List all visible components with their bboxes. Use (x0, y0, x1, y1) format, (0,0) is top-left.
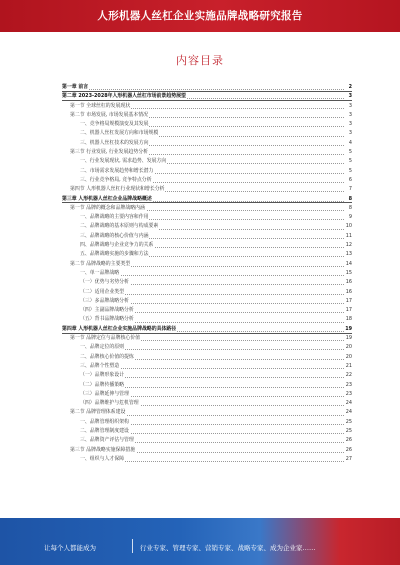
toc-entry-page: 5 (344, 148, 352, 157)
toc-entry-page: 24 (344, 408, 352, 417)
toc-entry-label: 第一章 前言 (62, 83, 89, 92)
toc-entry[interactable] (62, 120, 352, 129)
toc-entry-page: 14 (344, 260, 352, 269)
toc-entry[interactable] (62, 446, 352, 455)
toc-entry[interactable] (62, 185, 352, 194)
toc-entry-label: 第一节 品牌定位与品牌核心价值 (70, 334, 141, 343)
toc-entry-label: （一）品牌形象设计 (80, 371, 125, 380)
toc-entry-label: 一、行业发展现状, 需求趋势、发展方向 (80, 157, 167, 166)
toc-entry[interactable] (62, 325, 352, 334)
toc-entry-label: 二、品牌战略的基本原则与构成要素 (80, 222, 159, 231)
toc-entry[interactable] (62, 139, 352, 148)
toc-entry[interactable] (62, 362, 352, 371)
toc-entry[interactable] (62, 334, 352, 343)
toc-entry[interactable] (62, 129, 352, 138)
toc-entry-label: （五）背书品牌战略分析 (80, 315, 135, 324)
toc-entry[interactable] (62, 343, 352, 352)
toc-entry[interactable] (62, 455, 352, 464)
toc-entry[interactable] (62, 399, 352, 408)
toc-entry-label: 二、机器人丝杠发展方向和市场规模 (80, 129, 159, 138)
toc-entry-label: （四）主副品牌战略分析 (80, 306, 135, 315)
toc-entry-page: 27 (344, 455, 352, 464)
toc-entry-label: 第三章 人形机器人丝杠企业品牌战略概述 (62, 195, 153, 204)
toc-entry-label: 第一节 品牌的概念和品牌战略内涵 (70, 204, 146, 213)
toc-entry[interactable] (62, 250, 352, 259)
toc-entry-page: 6 (344, 176, 352, 185)
toc-entry[interactable] (62, 195, 352, 204)
toc-entry-label: 第一节 全球丝杠的发展现状 (70, 102, 131, 111)
toc-entry-page: 16 (344, 278, 352, 287)
toc-entry-label: 一、单一品牌战略 (80, 269, 120, 278)
toc-entry-page: 10 (344, 222, 352, 231)
toc-entry[interactable] (62, 204, 352, 213)
toc-entry-page: 3 (344, 111, 352, 120)
toc-entry-page: 23 (344, 390, 352, 399)
toc-entry-label: （二）适用企业类型 (80, 288, 125, 297)
toc-entry-page: 16 (344, 288, 352, 297)
toc-entry-page: 25 (344, 418, 352, 427)
toc-entry-page: 2 (344, 83, 352, 92)
toc-entry-label: 三、品牌战略的核心价值与内涵 (80, 232, 149, 241)
toc-entry[interactable] (62, 436, 352, 445)
toc-entry[interactable] (62, 232, 352, 241)
toc-entry-page: 21 (344, 362, 352, 371)
toc-entry-label: 一、组织与人才保障 (80, 455, 125, 464)
toc-entry-label: 三、行业竞争格局, 竞争特点分析 (80, 176, 153, 185)
toc-entry-page: 17 (344, 306, 352, 315)
toc-entry-page: 22 (344, 371, 352, 380)
toc-entry-page: 17 (344, 297, 352, 306)
footer-tagline: 行业专家、管理专家、营销专家、战略专家、成为企业家…… (140, 544, 316, 552)
toc-entry-label: 第二节 品牌战略的主要类型 (70, 260, 131, 269)
toc-entry[interactable] (62, 83, 352, 92)
toc-entry-label: 四、品牌战略与企业竞争力的关系 (80, 241, 154, 250)
toc-entry-page: 8 (344, 195, 352, 204)
toc-entry[interactable] (62, 241, 352, 250)
toc-entry-label: 第二章 2023-2028年人形机器人丝杠市场前景趋势展望 (62, 92, 187, 101)
toc-entry-label: 第三节 行业发展, 行业发展趋势分析 (70, 148, 149, 157)
toc-entry-page: 7 (344, 185, 352, 194)
toc-entry[interactable] (62, 278, 352, 287)
report-title: 人形机器人丝杠企业实施品牌战略研究报告 (97, 10, 303, 22)
toc-entry-label: 第二节 品牌管理体系建设 (70, 408, 126, 417)
toc-entry-page: 12 (344, 241, 352, 250)
toc-entry-page: 9 (344, 213, 352, 222)
toc-entry-label: 一、品牌定位的原则 (80, 343, 125, 352)
toc-entry[interactable] (62, 213, 352, 222)
toc-entry[interactable] (62, 92, 352, 101)
toc-entry-label: 第二节 市场发展, 市场发展基本情况 (70, 111, 149, 120)
toc-entry-page: 3 (344, 92, 352, 101)
toc-entry[interactable] (62, 176, 352, 185)
toc-entry[interactable] (62, 408, 352, 417)
toc-entry-label: 三、品牌资产评估与管理 (80, 436, 135, 445)
toc-entry-page: 3 (344, 102, 352, 111)
toc-entry[interactable] (62, 306, 352, 315)
toc-entry-page: 19 (344, 325, 352, 334)
toc-entry-label: 二、市场需求发展趋势和增长潜力 (80, 167, 154, 176)
toc-entry-page: 18 (344, 315, 352, 324)
toc-entry-page: 3 (344, 120, 352, 129)
toc-entry[interactable] (62, 353, 352, 362)
toc-entry-label: （三）品牌延伸与管理 (80, 390, 130, 399)
toc-entry-page: 26 (344, 446, 352, 455)
toc-entry-page: 3 (344, 129, 352, 138)
toc-entry-label: 二、品牌核心价值的提炼 (80, 353, 135, 362)
toc-entry[interactable] (62, 381, 352, 390)
toc-entry[interactable] (62, 148, 352, 157)
toc-entry[interactable] (62, 222, 352, 231)
footer-band (0, 518, 400, 565)
toc-entry-page: 4 (344, 139, 352, 148)
toc-entry-label: 三、机器人丝杠技术的发展方向 (80, 139, 149, 148)
toc-entry-label: 二、品牌管理制度建设 (80, 427, 130, 436)
toc-entry[interactable] (62, 269, 352, 278)
toc-entry-page: 25 (344, 427, 352, 436)
toc-title: 内容目录 (176, 54, 224, 67)
toc-entry-page: 5 (344, 167, 352, 176)
toc-entry[interactable] (62, 371, 352, 380)
toc-entry[interactable] (62, 167, 352, 176)
toc-entry-label: 第四节 人形机器人丝杠行业现状和增长分析 (70, 185, 165, 194)
toc-entry-label: 三、品牌个性塑造 (80, 362, 120, 371)
toc-entry-page: 24 (344, 399, 352, 408)
toc-entry-label: （三）多品牌战略分析 (80, 297, 130, 306)
toc-entry-page: 23 (344, 381, 352, 390)
toc-entry-page: 19 (344, 334, 352, 343)
toc-entry[interactable] (62, 157, 352, 166)
toc-entry-label: 第四章 人形机器人丝杠企业实施品牌战略的具体路径 (62, 325, 177, 334)
toc-entry-label: 第三节 品牌战略实施保障措施 (70, 446, 136, 455)
toc-entry-page: 11 (344, 232, 352, 241)
toc-entry[interactable] (62, 390, 352, 399)
toc-entry-label: 五、品牌战略实施的步骤和方法 (80, 250, 149, 259)
toc-entry-page: 13 (344, 250, 352, 259)
toc-entry[interactable] (62, 111, 352, 120)
footer-slogan: 让每个人都能成为 (44, 544, 96, 552)
toc-entry[interactable] (62, 315, 352, 324)
toc-entry-page: 5 (344, 157, 352, 166)
toc-entry-label: （一）优势与劣势分析 (80, 278, 130, 287)
toc-entry-page: 20 (344, 343, 352, 352)
toc-entry-page: 8 (344, 204, 352, 213)
toc-entry-label: （四）品牌维护与危机管理 (80, 399, 140, 408)
toc-entry-page: 15 (344, 269, 352, 278)
toc-entry-label: （二）品牌传播策略 (80, 381, 125, 390)
toc-entry-page: 26 (344, 436, 352, 445)
toc-entry[interactable] (62, 102, 352, 111)
footer-divider (132, 539, 133, 553)
toc-entry-label: 一、品牌管理组织架构 (80, 418, 130, 427)
toc-entry[interactable] (62, 418, 352, 427)
toc-entry-label: 一、品牌战略的主要内容和作用 (80, 213, 149, 222)
toc-entry[interactable] (62, 288, 352, 297)
table-of-contents (62, 83, 352, 464)
toc-entry[interactable] (62, 260, 352, 269)
toc-entry[interactable] (62, 427, 352, 436)
toc-entry[interactable] (62, 297, 352, 306)
toc-entry-label: 一、竞争格局规模演变及其发展 (80, 120, 149, 129)
toc-entry-page: 20 (344, 353, 352, 362)
